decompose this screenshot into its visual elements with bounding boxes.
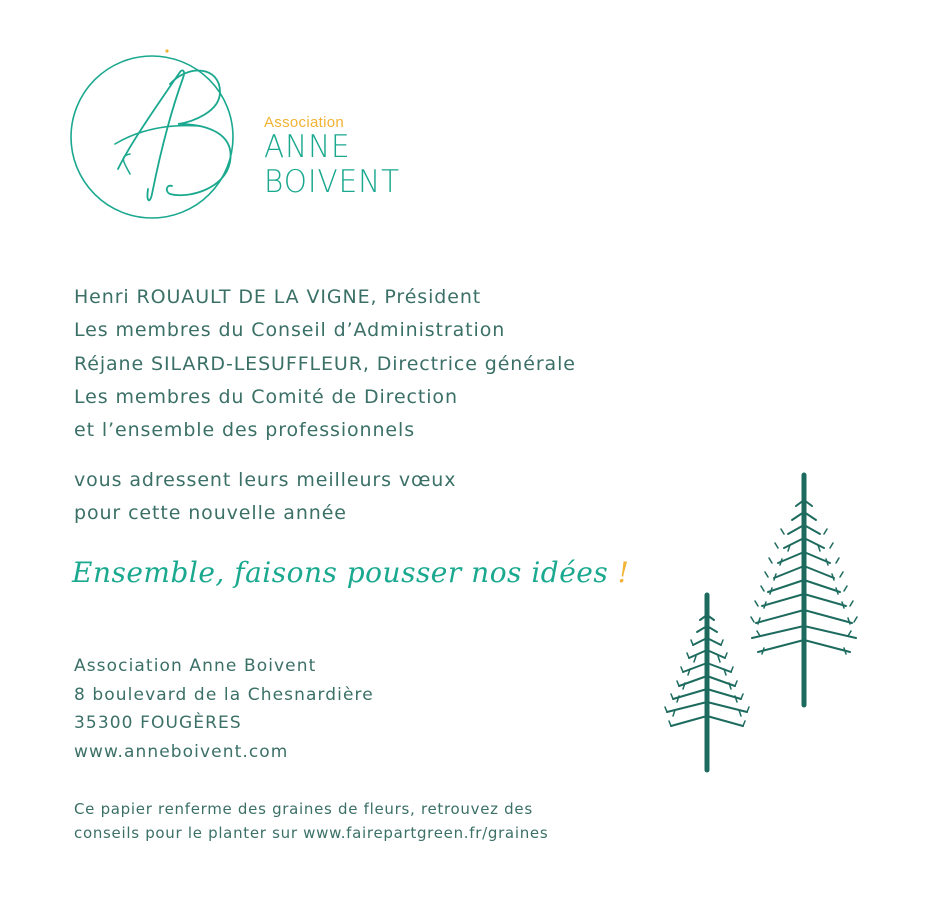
wishes-block xyxy=(74,464,456,531)
address-block xyxy=(74,652,374,766)
note-line: conseils pour le planter sur www.fairepartgreen.fr/graines xyxy=(74,824,549,842)
signatory-line: Réjane SILARD-LESUFFLEUR, Directrice générale xyxy=(74,352,576,375)
signatory-line: Les membres du Conseil d’Administration xyxy=(74,319,506,342)
tall-pine-tree-icon xyxy=(751,475,857,705)
pine-trees-illustration xyxy=(660,470,870,780)
slogan xyxy=(72,556,629,589)
seed-paper-note xyxy=(74,797,548,845)
slogan-exclamation: ! xyxy=(617,556,630,589)
note-line: Ce papier renferme des graines de fleurs, retrouvez des xyxy=(74,800,533,818)
wishes-line: pour cette nouvelle année xyxy=(74,502,347,525)
association-logo xyxy=(70,44,430,229)
short-pine-tree-icon xyxy=(665,595,749,770)
signatory-line: Henri ROUAULT DE LA VIGNE, Président xyxy=(74,286,482,308)
logo-name-line1: ANNE xyxy=(264,129,351,165)
wishes-line: vous adressent leurs meilleurs vœux xyxy=(74,469,457,491)
slogan-text: Ensemble, faisons pousser nos idées xyxy=(72,556,609,589)
logo-name-line2: BOIVENT xyxy=(264,164,401,200)
signatory-line: et l’ensemble des professionnels xyxy=(74,419,415,442)
logo-association-label: Association xyxy=(264,114,345,131)
signatory-line: Les membres du Comité de Direction xyxy=(74,385,458,408)
address-name: Association Anne Boivent xyxy=(74,656,317,676)
address-city: 35300 FOUGÈRES xyxy=(74,713,242,733)
ab-monogram-icon xyxy=(70,44,250,229)
address-street: 8 boulevard de la Chesnardière xyxy=(74,684,374,705)
signatories-block xyxy=(74,281,576,447)
website-link[interactable]: www.anneboivent.com xyxy=(74,741,289,762)
